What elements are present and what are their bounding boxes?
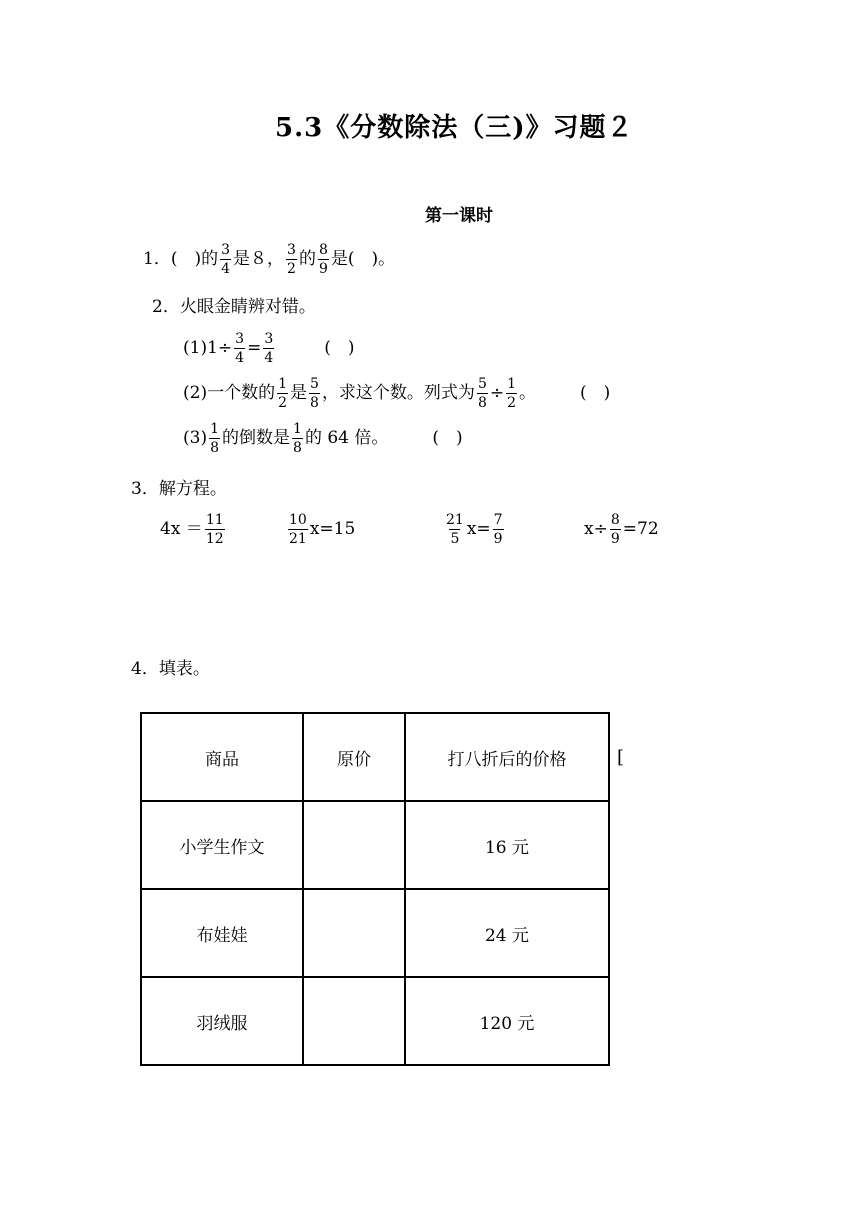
denominator: 21 <box>289 531 307 547</box>
q1-fraction-3 <box>318 243 329 276</box>
denominator: 4 <box>221 261 231 277</box>
table-cell: 布娃娃 <box>141 889 303 977</box>
table-cell-blank <box>303 889 405 977</box>
numerator: 1 <box>507 376 517 392</box>
denominator: 9 <box>493 531 503 547</box>
q2-i2-mid-2: ，求这个数。列式为 <box>321 383 475 403</box>
equation-4 <box>584 513 659 546</box>
table-cell-blank <box>303 801 405 889</box>
numerator: 11 <box>205 512 224 528</box>
eq2-fraction <box>288 513 308 546</box>
numerator: 7 <box>493 512 503 528</box>
q2-i2-pre: (2)一个数的 <box>183 383 276 403</box>
price-table <box>140 712 610 1066</box>
table-header-row <box>141 713 609 801</box>
numerator: 8 <box>318 242 328 258</box>
q2-i1-fraction-2 <box>263 332 274 365</box>
q2-i2-fraction-1 <box>277 377 288 410</box>
header-cell-goods: 商品 <box>141 713 303 801</box>
eq1-fraction <box>205 513 225 546</box>
equation-1 <box>160 513 227 546</box>
numerator: 1 <box>210 421 220 437</box>
numerator: 3 <box>264 331 274 347</box>
table-cell: 小学生作文 <box>141 801 303 889</box>
q2-i2-fraction-2 <box>309 377 320 410</box>
table-cell: 24 元 <box>405 889 609 977</box>
numerator: 3 <box>235 331 245 347</box>
table-row <box>141 889 609 977</box>
header-cell-original-price: 原价 <box>303 713 405 801</box>
table-cell-blank <box>303 977 405 1065</box>
denominator: 2 <box>287 261 296 277</box>
eq4-fraction <box>610 513 621 546</box>
eq4-pre: x÷ <box>584 519 608 539</box>
q1-fraction-1 <box>220 243 231 276</box>
q1-fraction-2 <box>286 243 297 276</box>
numerator: 5 <box>310 376 319 392</box>
denominator: 8 <box>310 395 319 411</box>
q1-number: 1． <box>143 249 171 269</box>
denominator: 9 <box>610 531 620 547</box>
q2-i2-answer-paren: ( ) <box>580 383 611 403</box>
q2-i3-fraction-1 <box>209 422 220 455</box>
q2-i1-answer-paren: ( ) <box>324 338 355 358</box>
q1-text-2: 是８， <box>233 249 285 269</box>
denominator: 12 <box>205 531 224 547</box>
question-2-item-2 <box>183 377 610 410</box>
denominator: 4 <box>264 350 274 366</box>
denominator: 5 <box>450 531 460 547</box>
numerator: 3 <box>221 242 231 258</box>
q2-i3-pre: (3) <box>183 428 208 448</box>
q2-i3-fraction-2 <box>292 422 303 455</box>
numerator: 10 <box>289 512 307 528</box>
numerator: 5 <box>477 376 487 392</box>
numerator: 1 <box>278 376 288 392</box>
q2-i1-equals: = <box>247 338 262 358</box>
table-row <box>141 977 609 1065</box>
denominator: 9 <box>318 261 328 277</box>
q2-i2-fraction-4 <box>506 377 517 410</box>
table-cell: 120 元 <box>405 977 609 1065</box>
page-title: 5.3《分数除法（三)》习题２ <box>275 113 634 143</box>
lesson-subtitle: 第一课时 <box>425 206 493 226</box>
header-cell-discount-price: 打八折后的价格 <box>405 713 609 801</box>
numerator: 8 <box>610 512 620 528</box>
eq3-mid: x= <box>466 519 491 539</box>
q2-i2-fraction-3 <box>477 377 488 410</box>
eq1-pre: 4x ＝ <box>160 519 203 539</box>
q2-i2-divide: ÷ <box>489 383 505 403</box>
q1-text-1: ( )的 <box>170 249 219 269</box>
question-2-heading: 2．火眼金睛辨对错。 <box>152 297 316 317</box>
q2-i1-fraction-1 <box>234 332 245 365</box>
question-1 <box>143 243 395 276</box>
table-cell: 羽绒服 <box>141 977 303 1065</box>
denominator: 2 <box>278 395 288 411</box>
q2-i3-mid: 的倒数是 <box>222 428 291 448</box>
question-2-item-3 <box>183 422 463 455</box>
denominator: 8 <box>477 395 487 411</box>
question-3-heading: 3．解方程。 <box>131 479 227 499</box>
eq3-fraction-1 <box>445 513 465 546</box>
numerator: 1 <box>293 421 302 437</box>
eq3-fraction-2 <box>493 513 504 546</box>
denominator: 4 <box>235 350 245 366</box>
eq2-post: x=15 <box>309 519 356 539</box>
q2-i2-end: 。 <box>519 383 537 403</box>
equation-3 <box>443 513 506 546</box>
eq4-post: =72 <box>622 519 659 539</box>
table-cell: 16 元 <box>405 801 609 889</box>
denominator: 8 <box>210 440 220 456</box>
denominator: 2 <box>507 395 517 411</box>
question-4-heading: 4．填表。 <box>131 659 210 679</box>
numerator: 3 <box>287 242 296 258</box>
q1-text-3: 的 <box>298 249 316 269</box>
numerator: 21 <box>446 512 464 528</box>
table-row <box>141 801 609 889</box>
equation-2 <box>286 513 355 546</box>
q2-i2-mid-1: 是 <box>290 383 308 403</box>
q1-text-4: 是( )。 <box>330 249 396 269</box>
q2-i1-pre: (1)1÷ <box>183 338 233 358</box>
q2-i3-end: 的 64 倍。 <box>304 428 389 448</box>
stray-bracket: [ <box>617 747 625 768</box>
question-2-item-1 <box>183 332 355 365</box>
q2-i3-answer-paren: ( ) <box>432 428 463 448</box>
denominator: 8 <box>293 440 302 456</box>
